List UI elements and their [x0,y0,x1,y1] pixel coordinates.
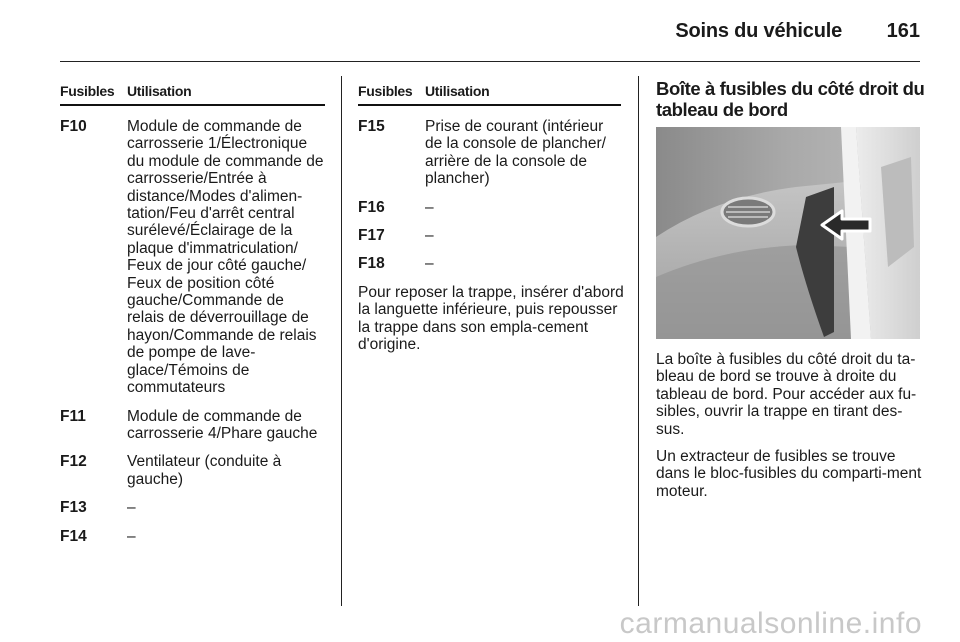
table-row [358,118,621,188]
column-divider-right [638,76,639,606]
reinstall-note: Pour reposer la trappe, insérer d'abord la languette inférieure, puis repousser la trappe dans son empla-cement d'origine. [358,284,624,354]
table-header-rule [358,104,621,106]
page-number: 161 [886,20,920,42]
table-header-rule [60,104,325,106]
watermark-text: carmanualsonline.info [619,607,922,640]
fuse-description: – [425,198,434,216]
table-header [358,82,621,100]
fuse-description: Module de commande de carrosserie 4/Phare gauche [127,407,318,442]
table-row [358,227,621,244]
table-row [60,453,325,488]
fuse-code: F11 [60,407,86,425]
table-row [60,408,325,443]
fuse-code: F14 [60,527,87,545]
table-row [358,199,621,216]
fuse-table-right [358,82,621,284]
fuse-code: F13 [60,499,87,517]
header-fuses: Fusibles [60,83,115,99]
fuse-description: – [127,527,136,545]
table-row [358,255,621,272]
fuse-description: Prise de courant (intérieur de la console de plancher/ arrière de la console de plancher) [425,118,606,188]
table-row [60,118,325,397]
fuse-table-left [60,82,325,556]
header-rule [60,61,920,62]
table-row [60,528,325,545]
fuse-code: F18 [358,255,385,273]
fuse-code: F16 [358,198,385,216]
table-row [60,499,325,516]
header-usage: Utilisation [127,83,192,99]
fuse-code: F15 [358,118,385,135]
page-header [0,0,960,62]
fuse-description: – [425,227,434,245]
header-fuses: Fusibles [358,83,413,99]
section-title: Boîte à fusibles du côté droit du tableau de bord [656,78,925,120]
column-divider-left [341,76,342,606]
fuse-description: Ventilateur (conduite à gauche) [127,453,282,488]
fuse-box-photo [656,127,920,339]
table-header [60,82,325,100]
fuse-description: – [127,499,136,517]
fuse-code: F17 [358,227,385,245]
header-usage: Utilisation [425,83,490,99]
fuse-description: Module de commande de carrosserie 1/Électronique du module de commande de carrosserie/Entrée à distance/Modes d'alimen-tation/Feu d'arrêt central surélevé/Éclairage de la plaque d'immatriculation/ Feux de jour côté gauche/ Feux de position côté gauche/Commande de relais de déverrouillage de hayon/Commande de relais de pompe de lave-glace/Témoins de commutateurs [127,118,324,397]
fuse-description: – [425,255,434,273]
fuse-code: F12 [60,453,87,471]
fuse-code: F10 [60,118,87,135]
page-title: Soins du véhicule [675,20,842,42]
description-paragraph-1: La boîte à fusibles du côté droit du ta-bleau de bord se trouve à droite du tableau de bord. Pour accéder aux fu-sibles, ouvrir la trappe en tirant des-sus. [656,351,917,438]
description-paragraph-2: Un extracteur de fusibles se trouve dans le bloc-fusibles du comparti-ment moteur. [656,448,922,500]
